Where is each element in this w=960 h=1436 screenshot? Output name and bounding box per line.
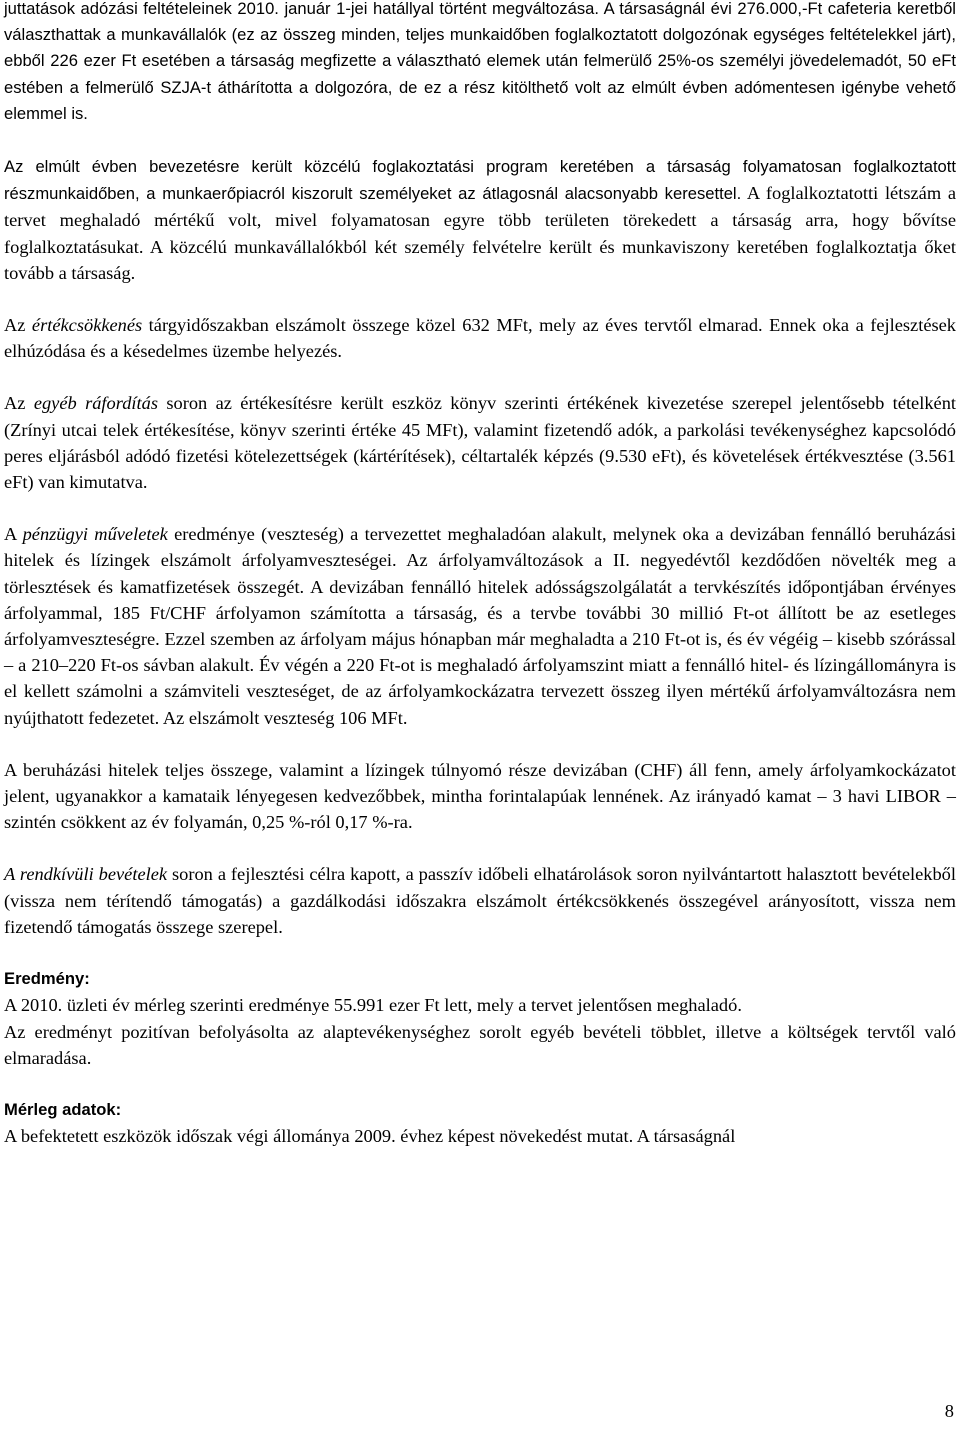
section-result-line-1: A 2010. üzleti év mérleg szerinti eredménye 55.991 ezer Ft lett, mely a tervet jelentősen meghaladó. [4, 995, 742, 1016]
paragraph-other-expenses-prefix: Az [4, 393, 34, 414]
section-balance-sheet-line-1: A befektetett eszközök időszak végi állománya 2009. évhez képest növekedést mutat. A társaságnál [4, 1126, 736, 1147]
section-result-heading: Eredmény: [4, 969, 90, 989]
paragraph-investment-loans-text: A beruházási hitelek teljes összege, valamint a lízingek túlnyomó része devizában (CHF) áll fenn, amely árfolyamkockázatot jelent, ugyanakkor a kamataik lényegesen kedvezőbbek, mintha forintalapúak lennének. Az irányadó kamat – 3 havi LIBOR – szintén csökkent az év folyamán, 0,25 %-ról 0,17 %-ra. [4, 759, 956, 833]
paragraph-financial-operations-term: pénzügyi műveletek [22, 524, 168, 545]
paragraph-extraordinary-income-text: soron a fejlesztési célra kapott, a passzív időbeli elhatárolások soron nyilvántartott halasztott bevételekből (vissza nem térítendő támogatás) a gazdálkodási időszakra elszámolt értékcsökkenés összegével arányosított, vissza nem fizetendő támogatás összege szerepel. [4, 864, 956, 937]
paragraph-extraordinary-income [4, 861, 956, 940]
section-result [4, 966, 956, 1071]
paragraph-cafeteria [4, 0, 956, 127]
paragraph-investment-loans [4, 757, 956, 836]
section-result-line-2: Az eredményt pozitívan befolyásolta az alaptevékenységhez sorolt egyéb bevételi többlet, illetve a költségek tervtől való elmaradása. [4, 1021, 956, 1068]
paragraph-extraordinary-income-term: A rendkívüli bevételek [4, 864, 168, 885]
page-number: 8 [944, 1401, 954, 1421]
paragraph-other-expenses-text: soron az értékesítésre került eszköz könyv szerinti értékének kivezetése szerepel jelentősebb tételként (Zrínyi utcai telek értékesítése, könyv szerinti értéke 45 MFt), valamint fizetendő adók, a parkolási tevékenységhez kapcsolódó peres eljárásból adódó fizetési kötelezettségek (kártérítések), céltartalék képzés (9.530 eFt), és követelések értékvesztése (3.561 eFt) van kimutatva. [4, 393, 956, 493]
paragraph-financial-operations-text: eredménye (veszteség) a tervezettet meghaladóan alakult, melynek oka a devizában fennálló beruházási hitelek és lízingek elszámolt árfolyamveszteségei. Az árfolyamváltozások a II. negyedévtől kezdődően növelték meg a törlesztések és kamatfizetések összegét. A devizában fennálló hitelek adósságszolgálatát a tervkészítés időpontjában érvényes árfolyammal, 185 Ft/CHF árfolyamon számította a társaság, és a tervbe további 30 millió Ft-ot állított be az esetleges árfolyamveszteségre. Ezzel szemben az árfolyam május hónapban már meghaladta a 210 Ft-ot is, és év végéig – kisebb szórással – a 210–220 Ft-os sávban alakult. Év végén a 220 Ft-ot is meghaladó árfolyamszint miatt a fennálló hitel- és lízingállományra is el kellett számolni a számviteli veszteséget, de az árfolyamkockázatra tervezett összeg ilyen mértékű árfolyamváltozásra nem nyújthatott fedezetet. Az elszámolt veszteség 106 MFt. [4, 524, 956, 728]
paragraph-other-expenses-term: egyéb ráfordítás [33, 393, 158, 414]
paragraph-other-expenses [4, 390, 956, 495]
paragraph-financial-operations [4, 521, 956, 731]
paragraph-depreciation [4, 312, 956, 364]
document-page [4, 0, 956, 1149]
paragraph-depreciation-prefix: Az [4, 315, 32, 336]
section-balance-sheet [4, 1097, 956, 1149]
paragraph-depreciation-text: tárgyidőszakban elszámolt összege közel 632 MFt, mely az éves tervtől elmarad. Ennek oka a fejlesztések elhúzódása és a késedelmes üzembe helyezés. [4, 315, 956, 362]
paragraph-depreciation-term: értékcsökkenés [31, 315, 143, 336]
paragraph-financial-operations-prefix: A [4, 524, 23, 545]
paragraph-public-employment-sans-text: Az elmúlt évben bevezetésre került közcélú foglakoztatási program keretében a társaság folyamatosan foglalkoztatott részmunkaidőben, a munkaerőpiacról kiszorult személyeket az átlagosnál alacsonyabb keresettel. [4, 157, 956, 204]
paragraph-public-employment-serif-text: A foglalkoztatotti létszám a tervet meghaladó mértékű volt, mivel folyamatosan egyre több területen törekedett a társaság arra, hogy bővítse foglalkoztatásukat. A közcélú munkavállalókból két személy felvételre került és munkaviszony keretében foglalkoztatja őket tovább a társaság. [4, 183, 956, 283]
paragraph-cafeteria-text: juttatások adózási feltételeinek 2010. január 1-jei hatállyal történt megváltozása. A társaságnál évi 276.000,-Ft cafeteria keretből választhattak a munkavállalók (ez az összeg minden, teljes munkaidőben foglalkoztatott dolgozónak egységes feltételekkel járt), ebből 226 ezer Ft esetében a társaság megfizette a választható elemek után felmerülő 25%-os személyi jövedelemadót, 50 eFt estében a felmerülő SZJA-t áthárította a dolgozóra, de ez a rész kitölthető volt az elmúlt évben adómentesen igénybe vehető elemmel is. [4, 0, 956, 123]
section-balance-sheet-heading: Mérleg adatok: [4, 1099, 122, 1119]
paragraph-public-employment [4, 153, 956, 286]
